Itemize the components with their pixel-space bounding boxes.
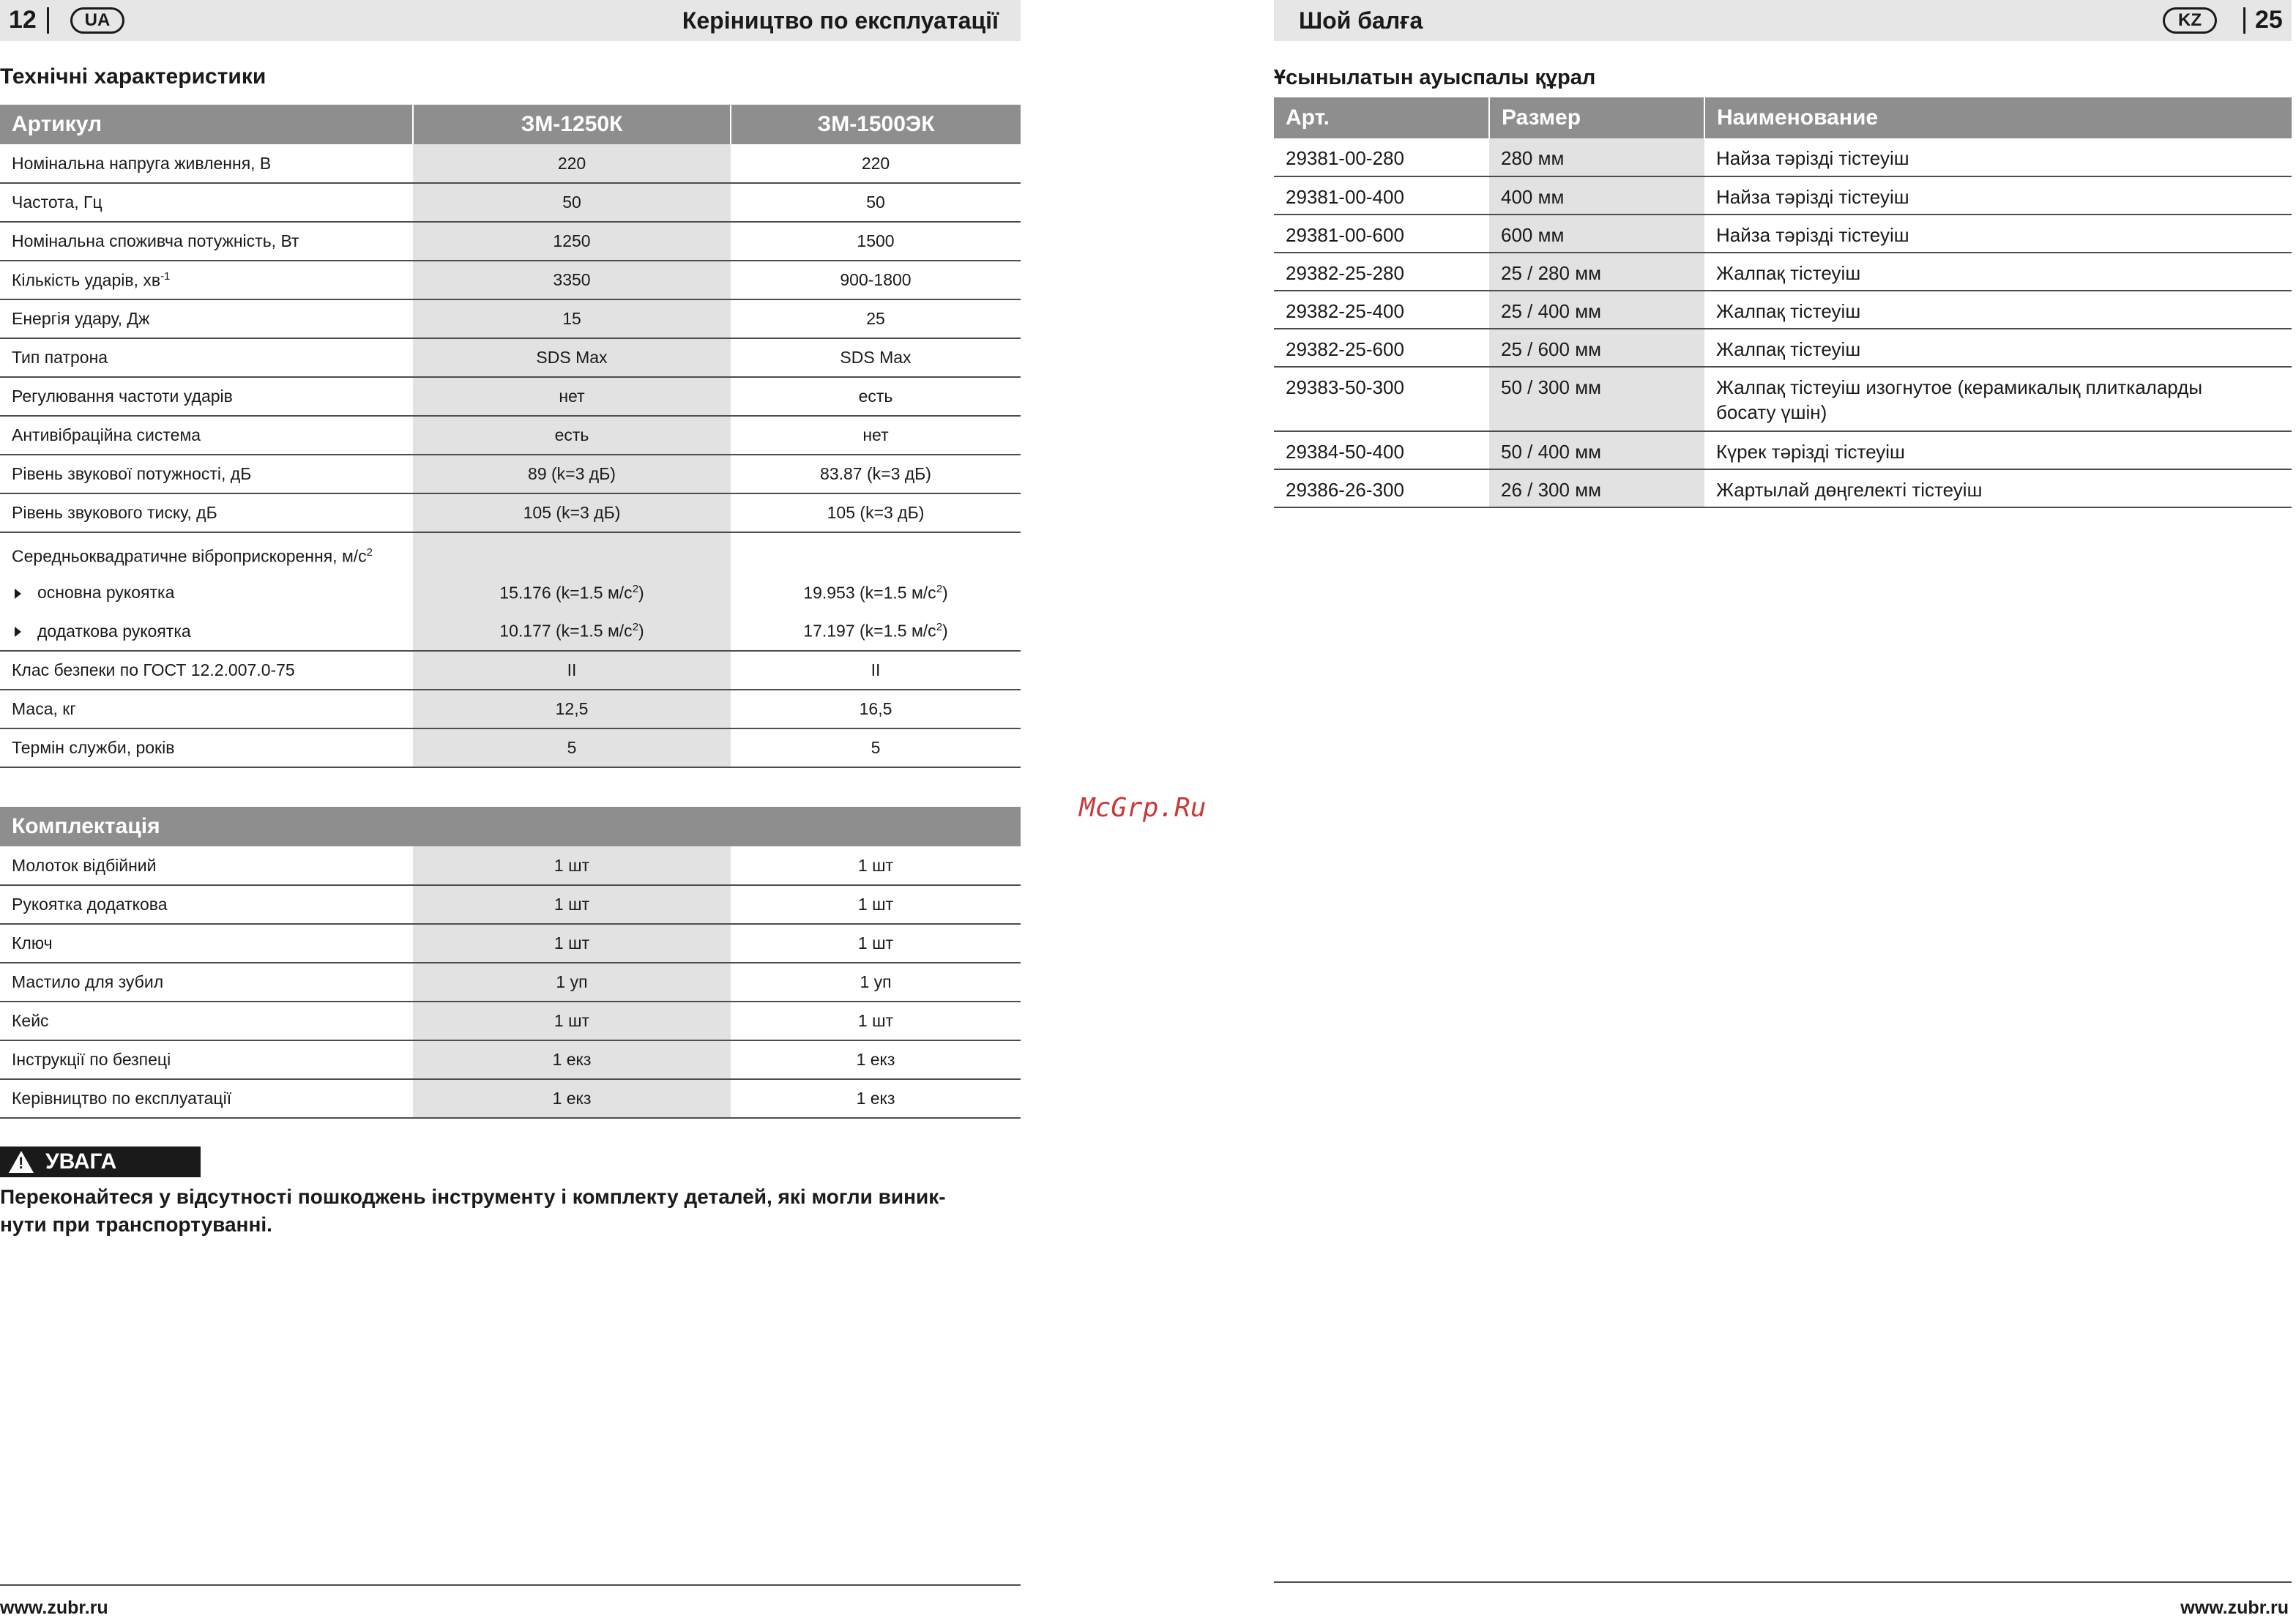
header-title: Шой балға: [1299, 7, 1423, 34]
table-row: [0, 377, 1021, 416]
cell-value: 1500: [731, 222, 1021, 261]
cell-value: II: [731, 651, 1021, 690]
cell-value: 1 шт: [413, 924, 731, 963]
cell-name: Жалпақ тістеуіш: [1704, 291, 2292, 329]
table-row: [0, 573, 1021, 612]
cell-value: 220: [413, 144, 731, 183]
cell-value: 1 екз: [413, 1040, 731, 1079]
row-label: Тип патрона: [0, 338, 413, 377]
cell-value: нет: [413, 377, 731, 416]
cell-name: [1704, 367, 2292, 431]
header-cell: Артикул: [0, 105, 413, 144]
cell-empty: [413, 532, 731, 573]
cell-value: 89 (k=3 дБ): [413, 455, 731, 493]
cell-art: 29381-00-280: [1274, 138, 1489, 176]
row-label: Регулювання частоти ударів: [0, 377, 413, 416]
right-header: [1274, 0, 2292, 41]
row-label: Молоток відбійний: [0, 846, 413, 885]
cell-value: 1 екз: [413, 1079, 731, 1118]
cell-value: 50: [413, 183, 731, 222]
table-row: [0, 416, 1021, 455]
left-header: [0, 0, 1021, 41]
row-label: [0, 612, 413, 651]
table-row: [0, 651, 1021, 690]
warning-triangle-icon: [9, 1151, 34, 1173]
table-row: [0, 493, 1021, 532]
cell-value: 1 екз: [731, 1040, 1021, 1079]
table-row: [0, 1002, 1021, 1040]
value-text: ): [638, 621, 644, 641]
warning-symbol: !: [18, 1154, 24, 1172]
cell-size: 25 / 600 мм: [1489, 329, 1704, 367]
row-label: Енергія удару, Дж: [0, 299, 413, 338]
table-row: [0, 222, 1021, 261]
cell-size: 280 мм: [1489, 138, 1704, 176]
unit-superscript: 2: [936, 582, 943, 595]
table-row: [0, 299, 1021, 338]
cell-value: 1 уп: [731, 963, 1021, 1002]
cell-size: 600 мм: [1489, 215, 1704, 253]
table-row: [0, 144, 1021, 183]
unit-superscript: 2: [366, 545, 373, 559]
cell-value: 900-1800: [731, 261, 1021, 299]
table-row: [0, 690, 1021, 728]
header-cell: ЗМ-1500ЭК: [731, 105, 1021, 144]
footer-url: www.zubr.ru: [2180, 1598, 2289, 1618]
warning-line: нути при транспортуванні.: [0, 1213, 272, 1236]
row-label: Кейс: [0, 1002, 413, 1040]
table-row: [0, 532, 1021, 573]
cell-value: 5: [731, 728, 1021, 767]
section-title: Ұсынылатын ауыспалы құрал: [1274, 66, 1596, 89]
language-badge: KZ: [2163, 7, 2217, 34]
header-cell: Арт.: [1274, 97, 1489, 138]
spec-header-row: [0, 105, 1021, 144]
cell-value: 1 екз: [731, 1079, 1021, 1118]
cell-value: 15: [413, 299, 731, 338]
row-label: Частота, Гц: [0, 183, 413, 222]
cell-value: SDS Max: [413, 338, 731, 377]
footer-divider: [0, 1584, 1021, 1586]
header-divider: [47, 7, 49, 34]
value-text: 10.177 (k=1.5 м/с: [499, 621, 633, 641]
table-row: [0, 455, 1021, 493]
table-row: [1274, 367, 2292, 431]
table-row: [0, 924, 1021, 963]
row-label: Керівництво по експлуатації: [0, 1079, 413, 1118]
value-text: ): [638, 583, 644, 603]
unit-superscript: -1: [160, 269, 171, 283]
table-row: [0, 612, 1021, 651]
page-number: 12: [9, 6, 37, 34]
table-row: [1274, 176, 2292, 215]
section-title: Технічні характеристики: [0, 64, 266, 89]
cell-value: [731, 573, 1021, 612]
warning-label: УВАГА: [45, 1149, 117, 1174]
spec-table: [0, 105, 1021, 768]
cell-name: Жартылай дөңгелекті тістеуіш: [1704, 469, 2292, 507]
kit-header-row: [0, 807, 1021, 846]
value-text: 15.176 (k=1.5 м/с: [499, 583, 633, 603]
warning-badge: [0, 1147, 201, 1177]
row-label-text: Середньоквадратичне віброприскорення, м/с: [12, 546, 367, 566]
cell-value: есть: [731, 377, 1021, 416]
table-row: [0, 728, 1021, 767]
cell-size: 26 / 300 мм: [1489, 469, 1704, 507]
bullet-arrow-icon: [15, 627, 21, 637]
cell-value: [413, 612, 731, 651]
row-label: [0, 532, 413, 573]
value-text: 17.197 (k=1.5 м/с: [803, 621, 936, 641]
cell-value: 1250: [413, 222, 731, 261]
cell-value: 25: [731, 299, 1021, 338]
cell-value: 105 (k=3 дБ): [731, 493, 1021, 532]
warning-text: [0, 1183, 1021, 1239]
table-row: [1274, 431, 2292, 469]
cell-art: 29383-50-300: [1274, 367, 1489, 431]
cell-name: Күрек тәрізді тістеуіш: [1704, 431, 2292, 469]
value-text: 19.953 (k=1.5 м/с: [803, 583, 936, 603]
cell-value: 220: [731, 144, 1021, 183]
cell-name-line: Жалпақ тістеуіш изогнутое (керамикалық плиткаларды: [1716, 376, 2203, 398]
cell-value: 5: [413, 728, 731, 767]
header-cell: Наименование: [1704, 97, 2292, 138]
unit-superscript: 2: [632, 621, 639, 634]
value-text: ): [942, 583, 948, 603]
row-label-text: Кількість ударів, хв: [12, 270, 161, 290]
cell-value: 50: [731, 183, 1021, 222]
row-label: [0, 573, 413, 612]
cell-name: Найза тәрізді тістеуіш: [1704, 215, 2292, 253]
cell-empty: [731, 532, 1021, 573]
cell-name-line: босату үшін): [1716, 401, 1827, 423]
row-label: Рукоятка додаткова: [0, 885, 413, 924]
cell-value: 16,5: [731, 690, 1021, 728]
cell-value: 1 шт: [731, 846, 1021, 885]
tools-table: [1274, 97, 2292, 508]
cell-name: Жалпақ тістеуіш: [1704, 329, 2292, 367]
cell-size: 50 / 400 мм: [1489, 431, 1704, 469]
row-label: Маса, кг: [0, 690, 413, 728]
kit-table: [0, 807, 1021, 1119]
row-label: Термін служби, років: [0, 728, 413, 767]
table-row: [1274, 138, 2292, 176]
cell-size: 400 мм: [1489, 176, 1704, 215]
cell-value: 1 шт: [731, 924, 1021, 963]
table-row: [0, 846, 1021, 885]
footer-divider: [1274, 1581, 2292, 1583]
row-label-text: основна рукоятка: [37, 583, 175, 602]
cell-art: 29384-50-400: [1274, 431, 1489, 469]
row-label: Рівень звукової потужності, дБ: [0, 455, 413, 493]
table-row: [0, 1040, 1021, 1079]
header-title: Керіництво по експлуатації: [682, 7, 999, 34]
language-badge: UA: [70, 7, 124, 34]
row-label: [0, 261, 413, 299]
cell-art: 29381-00-400: [1274, 176, 1489, 215]
row-label: Інструкції по безпеці: [0, 1040, 413, 1079]
cell-value: SDS Max: [731, 338, 1021, 377]
cell-size: 25 / 400 мм: [1489, 291, 1704, 329]
unit-superscript: 2: [632, 582, 639, 595]
cell-value: 1 шт: [731, 885, 1021, 924]
cell-value: 105 (k=3 дБ): [413, 493, 731, 532]
cell-value: нет: [731, 416, 1021, 455]
cell-value: 83.87 (k=3 дБ): [731, 455, 1021, 493]
row-label: Номінальна споживча потужність, Вт: [0, 222, 413, 261]
cell-value: 1 шт: [413, 1002, 731, 1040]
cell-art: 29381-00-600: [1274, 215, 1489, 253]
cell-name: Жалпақ тістеуіш: [1704, 253, 2292, 291]
cell-value: 3350: [413, 261, 731, 299]
header-cell: ЗМ-1250К: [413, 105, 731, 144]
table-row: [0, 261, 1021, 299]
header-cell: Размер: [1489, 97, 1704, 138]
table-row: [0, 183, 1021, 222]
table-row: [1274, 291, 2292, 329]
cell-value: 12,5: [413, 690, 731, 728]
cell-size: 50 / 300 мм: [1489, 367, 1704, 431]
row-label-text: додаткова рукоятка: [37, 621, 191, 641]
cell-size: 25 / 280 мм: [1489, 253, 1704, 291]
page-number: 25: [2255, 6, 2283, 34]
table-row: [0, 338, 1021, 377]
table-row: [0, 1079, 1021, 1118]
cell-value: есть: [413, 416, 731, 455]
row-label: Клас безпеки по ГОСТ 12.2.007.0-75: [0, 651, 413, 690]
table-row: [0, 963, 1021, 1002]
value-text: ): [942, 621, 948, 641]
table-row: [1274, 253, 2292, 291]
cell-art: 29382-25-600: [1274, 329, 1489, 367]
cell-value: [413, 573, 731, 612]
row-label: Номінальна напруга живлення, В: [0, 144, 413, 183]
cell-value: II: [413, 651, 731, 690]
cell-art: 29382-25-400: [1274, 291, 1489, 329]
header-cell: Комплектація: [0, 807, 1021, 846]
unit-superscript: 2: [936, 621, 943, 634]
table-row: [1274, 329, 2292, 367]
tools-header-row: [1274, 97, 2292, 138]
row-label: Ключ: [0, 924, 413, 963]
cell-name: Найза тәрізді тістеуіш: [1704, 138, 2292, 176]
table-row: [0, 885, 1021, 924]
cell-art: 29386-26-300: [1274, 469, 1489, 507]
row-label: Мастило для зубил: [0, 963, 413, 1002]
row-label: Антивібраційна система: [0, 416, 413, 455]
header-divider: [2243, 7, 2245, 34]
cell-art: 29382-25-280: [1274, 253, 1489, 291]
cell-value: 1 уп: [413, 963, 731, 1002]
cell-value: 1 шт: [731, 1002, 1021, 1040]
bullet-arrow-icon: [15, 589, 21, 599]
row-label: Рівень звукового тиску, дБ: [0, 493, 413, 532]
cell-value: [731, 612, 1021, 651]
table-row: [1274, 469, 2292, 507]
warning-line: Переконайтеся у відсутності пошкоджень інструменту і комплекту деталей, які могли виник-: [0, 1185, 946, 1208]
watermark: McGrp.Ru: [1079, 793, 1207, 823]
cell-value: 1 шт: [413, 885, 731, 924]
cell-name: Найза тәрізді тістеуіш: [1704, 176, 2292, 215]
footer-url: www.zubr.ru: [0, 1598, 108, 1618]
cell-value: 1 шт: [413, 846, 731, 885]
table-row: [1274, 215, 2292, 253]
